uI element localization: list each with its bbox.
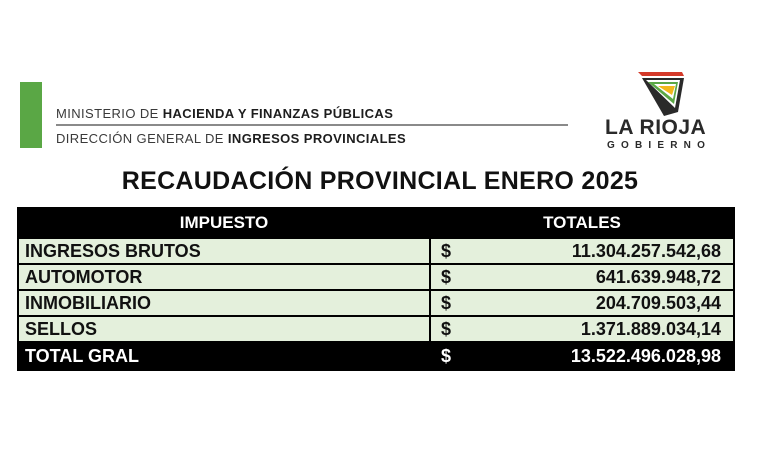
logo-name: LA RIOJA [605,116,707,139]
ministry-prefix: MINISTERIO DE [56,106,159,121]
tax-name: AUTOMOTOR [18,264,430,290]
table-row [18,238,734,264]
tax-amount: 641.639.948,72 [470,264,734,290]
direction-prefix: DIRECCIÓN GENERAL DE [56,131,224,146]
table-header-row [18,208,734,238]
la-rioja-emblem-icon [634,66,688,118]
header-totals: TOTALES [430,208,734,238]
header-divider [56,124,568,126]
logo-subtitle: GOBIERNO [607,140,712,151]
direction-label [56,131,406,146]
currency-symbol: $ [430,238,470,264]
table-row [18,316,734,342]
tax-amount: 11.304.257.542,68 [470,238,734,264]
ministry-name: HACIENDA Y FINANZAS PÚBLICAS [162,106,394,121]
total-label: TOTAL GRAL [18,342,430,370]
tax-amount: 204.709.503,44 [470,290,734,316]
header-accent-bar [20,82,42,148]
page-title: RECAUDACIÓN PROVINCIAL ENERO 2025 [121,167,639,195]
currency-symbol: $ [430,290,470,316]
total-amount: 13.522.496.028,98 [470,342,734,370]
table-row [18,264,734,290]
direction-name: INGRESOS PROVINCIALES [227,131,407,146]
ministry-label [56,106,393,121]
collection-table [17,207,735,371]
currency-symbol: $ [430,316,470,342]
table-row [18,290,734,316]
tax-name: SELLOS [18,316,430,342]
tax-name: INMOBILIARIO [18,290,430,316]
tax-name: INGRESOS BRUTOS [18,238,430,264]
total-currency-symbol: $ [430,342,470,370]
header-tax: IMPUESTO [18,208,430,238]
total-row [18,342,734,370]
tax-amount: 1.371.889.034,14 [470,316,734,342]
currency-symbol: $ [430,264,470,290]
